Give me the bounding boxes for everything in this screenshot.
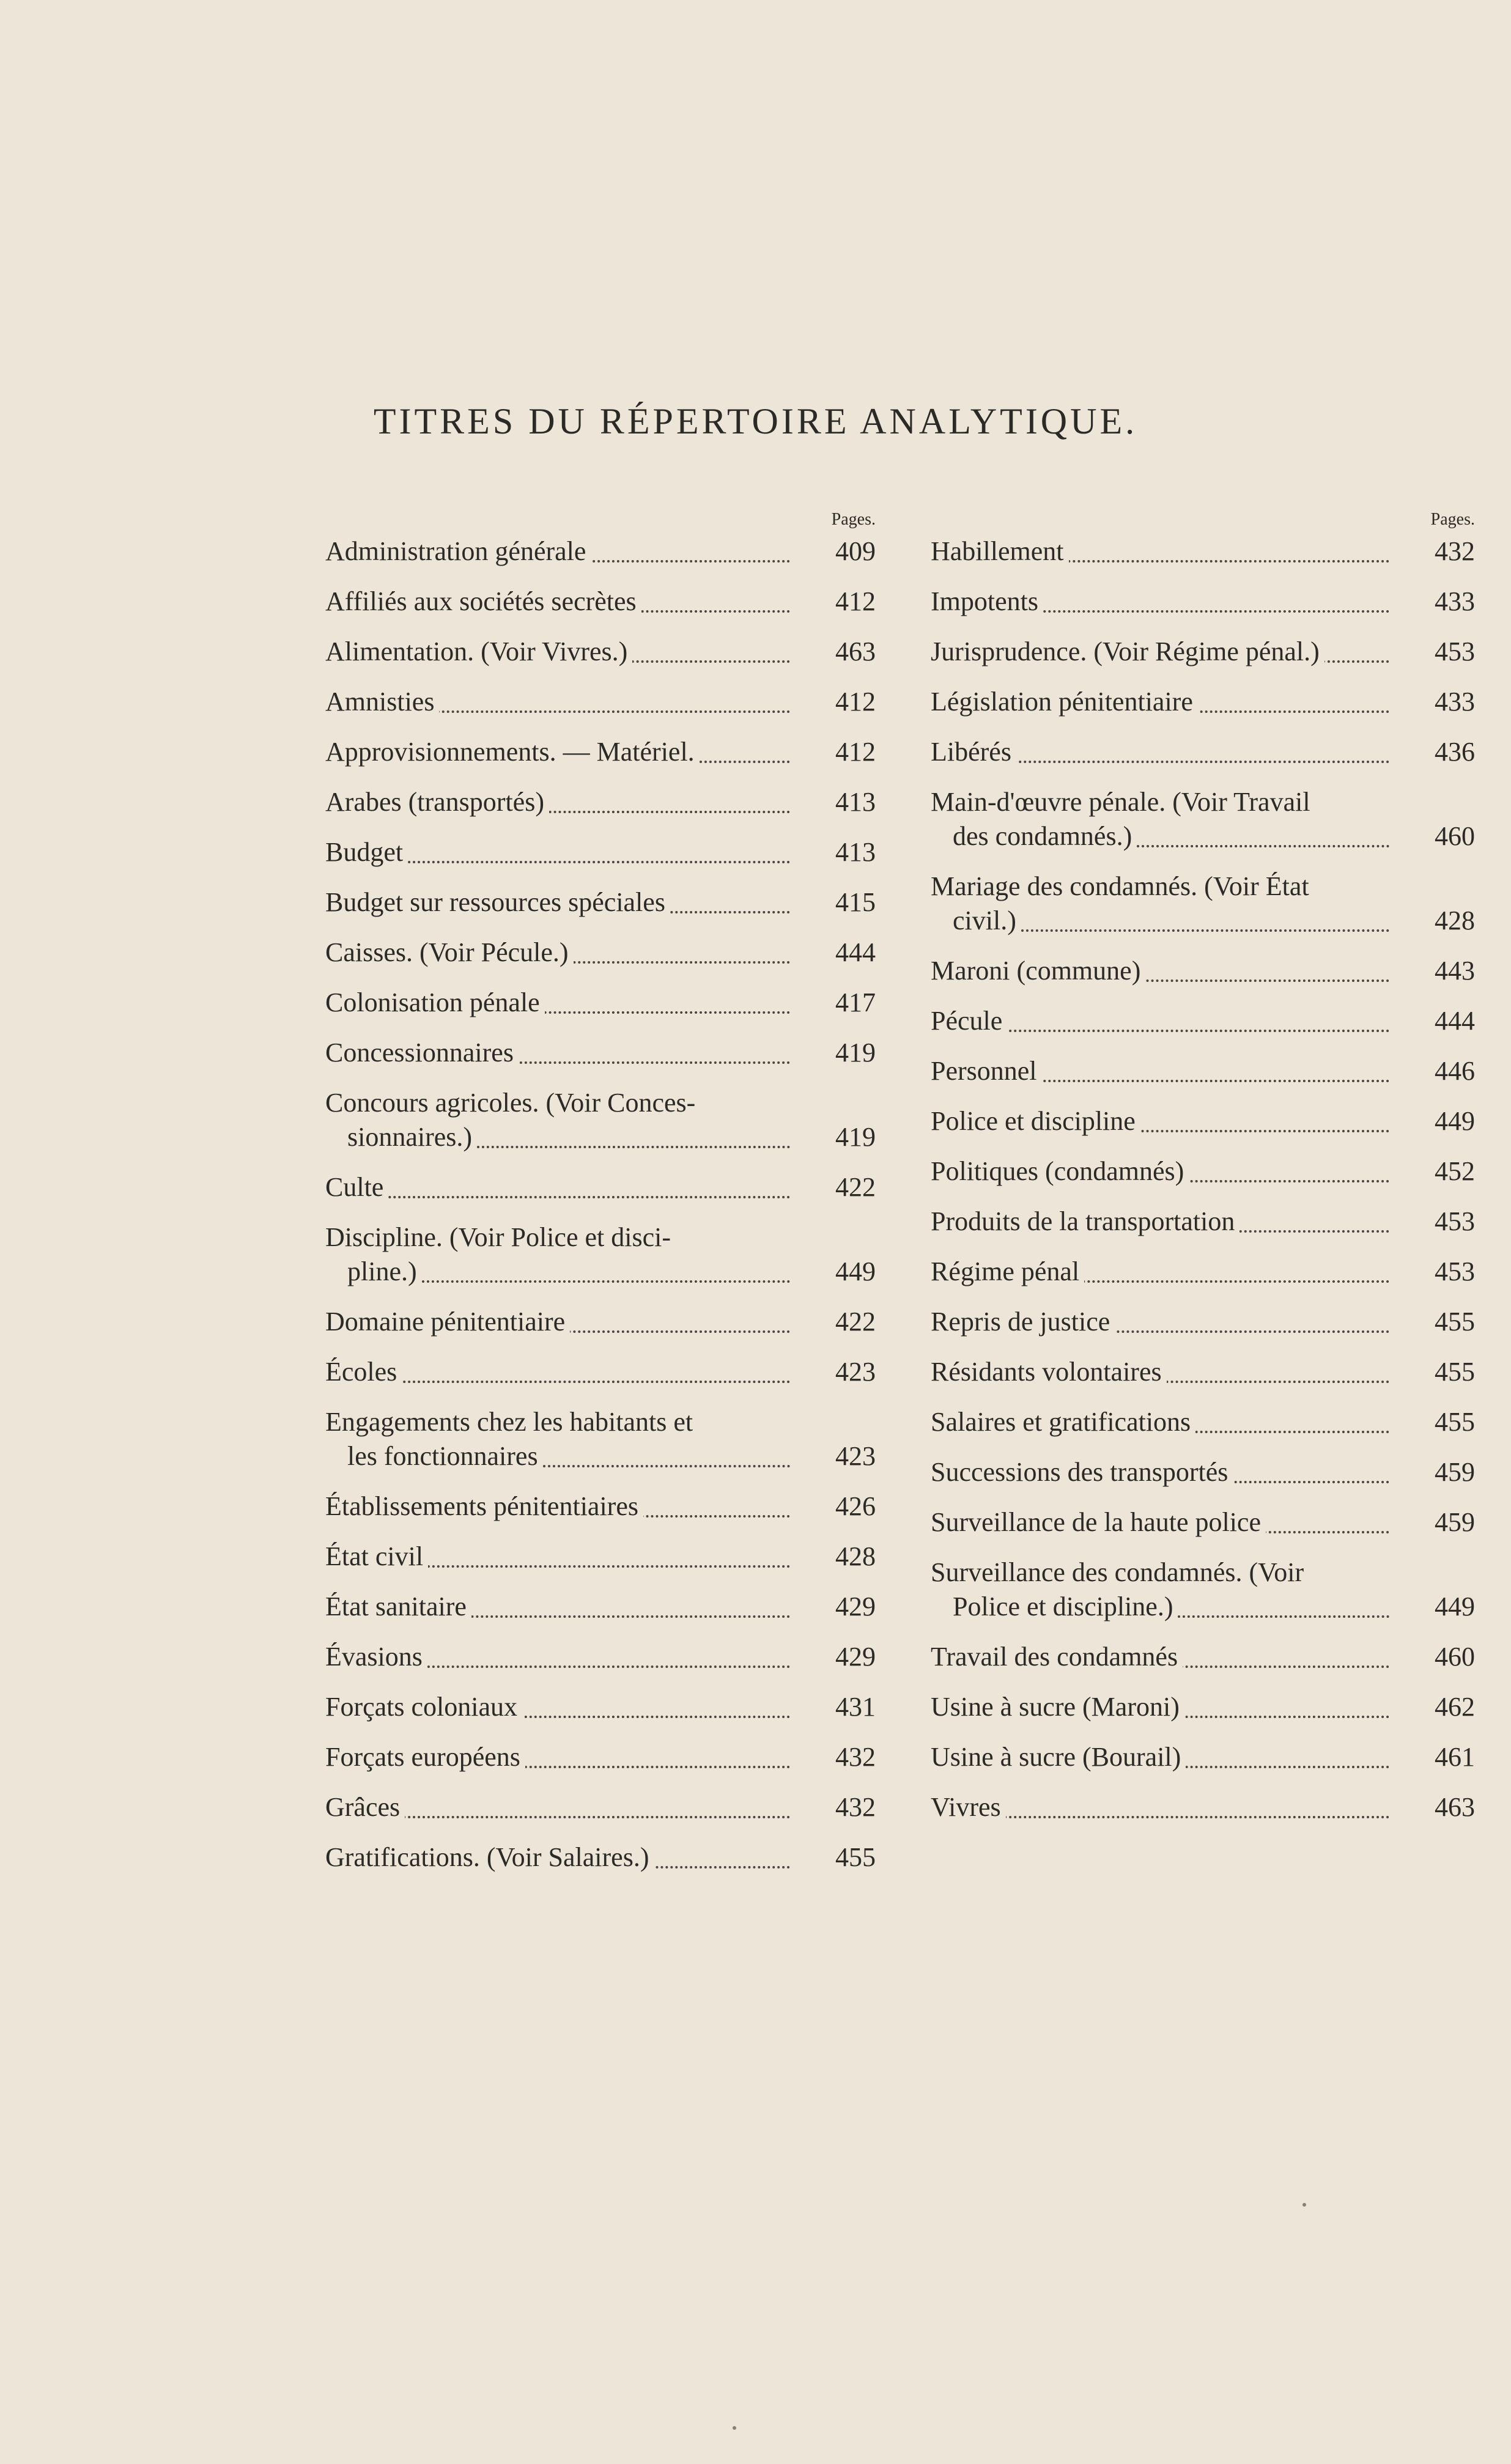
entry-label-text: Travail des condamnés [931,1642,1183,1672]
entry-label-line2 [931,904,1389,938]
entry-label [325,585,790,619]
entry-label [931,635,1389,669]
entry-label [931,869,1389,938]
entry-label [325,1489,790,1524]
entry-label [931,1790,1389,1824]
entry-label [325,885,790,920]
index-entry [931,869,1475,938]
entry-label [325,935,790,970]
entry-label [931,1405,1389,1439]
entry-label [931,1255,1389,1289]
entry-page-number: 433 [1435,687,1475,717]
entry-label-line1: Main-d'œuvre pénale. (Voir Travail [931,787,1310,817]
index-entry [325,1305,876,1339]
entry-label-text: Concessionnaires [325,1038,519,1068]
entry-label-line2 [325,1120,790,1154]
index-entry [325,1790,876,1824]
entry-label-text: Résidants volontaires [931,1357,1167,1387]
entry-page-number: 459 [1435,1507,1475,1537]
index-entry [931,1255,1475,1289]
entry-page-number: 463 [835,636,876,666]
entry-label [931,785,1389,854]
entry-page-number: 428 [1435,906,1475,935]
entry-label-text: Régime pénal [931,1256,1084,1286]
entry-page-number: 459 [1435,1457,1475,1487]
entry-label [931,1104,1389,1138]
dot-leader [1137,819,1389,847]
entry-label-text: Habillement [931,536,1069,566]
paper-speck [1302,2203,1306,2207]
entry-label-text: État sanitaire [325,1592,471,1621]
entry-label [325,685,790,719]
entry-label-line2 [931,819,1389,854]
entry-page-number: 449 [1435,1592,1475,1621]
index-entry [931,1505,1475,1540]
entry-page-number: 409 [835,536,876,566]
entry-label-text: Vivres [931,1792,1006,1822]
index-entry [931,1405,1475,1439]
entry-label [325,1540,790,1574]
entry-page-number: 412 [835,586,876,616]
entry-label-text: Domaine pénitentiaire [325,1307,570,1337]
entry-label-continuation: sionnaires.) [347,1120,477,1154]
entry-page-number: 449 [835,1256,876,1286]
index-entry [325,1170,876,1204]
entry-page-number: 455 [1435,1407,1475,1437]
entry-label-line1: Discipline. (Voir Police et disci- [325,1222,671,1252]
entry-label-text: Gratifications. (Voir Salaires.) [325,1842,654,1872]
entry-label-line2 [325,1439,790,1474]
entry-label-continuation: Police et discipline.) [953,1590,1178,1624]
entry-label [325,1405,790,1474]
entry-label-text: Personnel [931,1056,1042,1086]
dot-leader [325,1196,790,1198]
index-entry [931,1790,1475,1824]
index-entry [931,1054,1475,1088]
entry-label [931,585,1389,619]
entry-page-number: 455 [1435,1307,1475,1337]
index-entry [325,835,876,869]
dot-leader [1021,904,1389,932]
entry-label [325,1740,790,1774]
entry-label-text: Police et discipline [931,1106,1140,1136]
index-entry [325,1220,876,1289]
entry-label-text: Usine à sucre (Bourail) [931,1742,1186,1772]
index-entry [325,685,876,719]
entry-label [325,1840,790,1875]
entry-page-number: 412 [835,737,876,767]
entry-page-number: 462 [1435,1692,1475,1722]
entry-page-number: 452 [1435,1156,1475,1186]
entry-label-continuation: civil.) [953,904,1021,938]
index-entry [325,1489,876,1524]
entry-label-text: Administration générale [325,536,591,566]
entry-label-text: Budget [325,837,408,867]
entry-label [325,1690,790,1724]
entry-page-number: 432 [1435,536,1475,566]
entry-label [931,1455,1389,1489]
index-entry [931,1555,1475,1624]
entry-page-number: 432 [835,1742,876,1772]
index-entry [931,1690,1475,1724]
index-entry [931,1455,1475,1489]
entry-label-text: Caisses. (Voir Pécule.) [325,937,574,967]
entry-label-text: Forçats européens [325,1742,525,1772]
entry-label-text: Colonisation pénale [325,987,545,1017]
index-entry [931,1740,1475,1774]
dot-leader [543,1439,790,1467]
entry-page-number: 433 [1435,586,1475,616]
index-entry [931,1104,1475,1138]
entry-label [931,1154,1389,1189]
entry-label [931,735,1389,769]
entry-page-number: 423 [835,1357,876,1387]
entry-label [931,1505,1389,1540]
index-entry [325,1640,876,1674]
index-entry [931,685,1475,719]
index-entry [325,1540,876,1574]
entry-label-text: Jurisprudence. (Voir Régime pénal.) [931,636,1324,666]
index-entry [931,785,1475,854]
index-entry [325,585,876,619]
entry-label-text: Pécule [931,1006,1007,1036]
entry-page-number: 436 [1435,737,1475,767]
index-entry [325,885,876,920]
index-entry [325,1355,876,1389]
index-entry [931,585,1475,619]
entry-label [931,1355,1389,1389]
index-entry [931,954,1475,988]
right-entry-list [931,534,1475,1824]
entry-page-number: 429 [835,1642,876,1672]
entry-page-number: 455 [1435,1357,1475,1387]
entry-label-line1: Concours agricoles. (Voir Conces- [325,1088,696,1118]
entry-label-text: Successions des transportés [931,1457,1233,1487]
entry-page-number: 460 [1435,821,1475,851]
entry-label-text: Approvisionnements. — Matériel. [325,737,700,767]
entry-label [325,1036,790,1070]
index-entry [325,1690,876,1724]
pages-header-right: Pages. [1430,510,1475,529]
entry-label-text: État civil [325,1541,428,1571]
entry-page-number: 453 [1435,1206,1475,1236]
entry-page-number: 413 [835,837,876,867]
entry-page-number: 443 [1435,956,1475,986]
entry-label [931,1640,1389,1674]
entry-page-number: 422 [835,1307,876,1337]
index-entry [931,1004,1475,1038]
entry-label-text: Maroni (commune) [931,956,1145,986]
entry-label [325,785,790,819]
entry-label-text: Alimentation. (Voir Vivres.) [325,636,632,666]
index-entry [325,935,876,970]
entry-label-continuation: pline.) [347,1255,422,1289]
index-entry [325,785,876,819]
index-entry [325,1405,876,1474]
entry-label [931,1305,1389,1339]
dot-leader [422,1255,790,1283]
entry-label-text: Arabes (transportés) [325,787,549,817]
entry-label-text: Budget sur ressources spéciales [325,887,670,917]
entry-label [931,954,1389,988]
entry-label [325,835,790,869]
entry-label-text: Libérés [931,737,1016,767]
entry-page-number: 431 [835,1692,876,1722]
entry-page-number: 419 [835,1038,876,1068]
entry-page-number: 444 [1435,1006,1475,1036]
entry-label [325,1170,790,1204]
entry-label [931,1555,1389,1624]
index-entry [325,1740,876,1774]
entry-page-number: 453 [1435,1256,1475,1286]
entry-label-line2 [931,1590,1389,1624]
index-entry [325,1086,876,1154]
entry-page-number: 463 [1435,1792,1475,1822]
entry-label [931,1004,1389,1038]
entry-page-number: 429 [835,1592,876,1621]
entry-page-number: 455 [835,1842,876,1872]
entry-page-number: 444 [835,937,876,967]
entry-page-number: 419 [835,1122,876,1152]
index-entry [325,1036,876,1070]
entry-page-number: 422 [835,1172,876,1202]
entry-label [931,1204,1389,1239]
entry-label-continuation: les fonctionnaires [347,1439,543,1474]
entry-label-line1: Engagements chez les habitants et [325,1407,693,1437]
entry-label [931,1740,1389,1774]
entry-page-number: 415 [835,887,876,917]
index-entry [325,1840,876,1875]
entry-label [325,735,790,769]
index-entry [325,635,876,669]
entry-label [931,685,1389,719]
entry-label-text: Repris de justice [931,1307,1115,1337]
entry-page-number: 449 [1435,1106,1475,1136]
entry-page-number: 417 [835,987,876,1017]
entry-page-number: 412 [835,687,876,717]
entry-label-text: Établissements pénitentiaires [325,1491,643,1521]
entry-label-text: Évasions [325,1642,427,1672]
entry-page-number: 423 [835,1441,876,1471]
entry-label [325,1086,790,1154]
entry-label-text: Usine à sucre (Maroni) [931,1692,1184,1722]
entry-label-line2 [325,1255,790,1289]
entry-page-number: 446 [1435,1056,1475,1086]
pages-header-left: Pages. [831,510,876,529]
index-entry [325,986,876,1020]
entry-label-text: Forçats coloniaux [325,1692,522,1722]
entry-label-text: Culte [325,1172,388,1202]
entry-page-number: 460 [1435,1642,1475,1672]
dot-leader [1178,1590,1389,1618]
entry-label-text: Écoles [325,1357,402,1387]
entry-label [325,534,790,569]
entry-page-number: 428 [835,1541,876,1571]
index-entry [325,735,876,769]
page-title: TITRES DU RÉPERTOIRE ANALYTIQUE. [373,401,1138,441]
entry-label-line1: Surveillance des condamnés. (Voir [931,1557,1304,1587]
entry-label [325,986,790,1020]
index-entry [931,1154,1475,1189]
entry-label-text: Affiliés aux sociétés secrètes [325,586,641,616]
entry-label [325,1590,790,1624]
entry-label [931,1690,1389,1724]
entry-label [325,635,790,669]
index-entry [931,1204,1475,1239]
index-entry [325,534,876,569]
index-entry [931,635,1475,669]
index-entry [325,1590,876,1624]
dot-leader [477,1120,790,1148]
entry-label [325,1355,790,1389]
entry-page-number: 432 [835,1792,876,1822]
entry-label [325,1305,790,1339]
entry-label-text: Salaires et gratifications [931,1407,1195,1437]
entry-label [931,1054,1389,1088]
left-column [325,505,876,1890]
index-entry [931,1355,1475,1389]
paper-speck [733,2426,736,2430]
entry-label-text: Surveillance de la haute police [931,1507,1266,1537]
index-entry [931,735,1475,769]
right-column [931,505,1475,1840]
entry-label [325,1220,790,1289]
entry-label-text: Impotents [931,586,1043,616]
entry-label-continuation: des condamnés.) [953,819,1137,854]
entry-label-text: Produits de la transportation [931,1206,1239,1236]
entry-page-number: 426 [835,1491,876,1521]
entry-page-number: 413 [835,787,876,817]
index-entry [931,1640,1475,1674]
entry-label-line1: Mariage des condamnés. (Voir État [931,871,1309,901]
entry-label-text: Grâces [325,1792,405,1822]
entry-label-text: Amnisties [325,687,439,717]
entry-label [931,534,1389,569]
entry-label-text: Politiques (condamnés) [931,1156,1189,1186]
entry-label [325,1790,790,1824]
index-entry [931,1305,1475,1339]
left-entry-list [325,534,876,1875]
index-entry [931,534,1475,569]
entry-label-text: Législation pénitentiaire [931,687,1198,717]
entry-label [325,1640,790,1674]
entry-page-number: 461 [1435,1742,1475,1772]
entry-page-number: 453 [1435,636,1475,666]
